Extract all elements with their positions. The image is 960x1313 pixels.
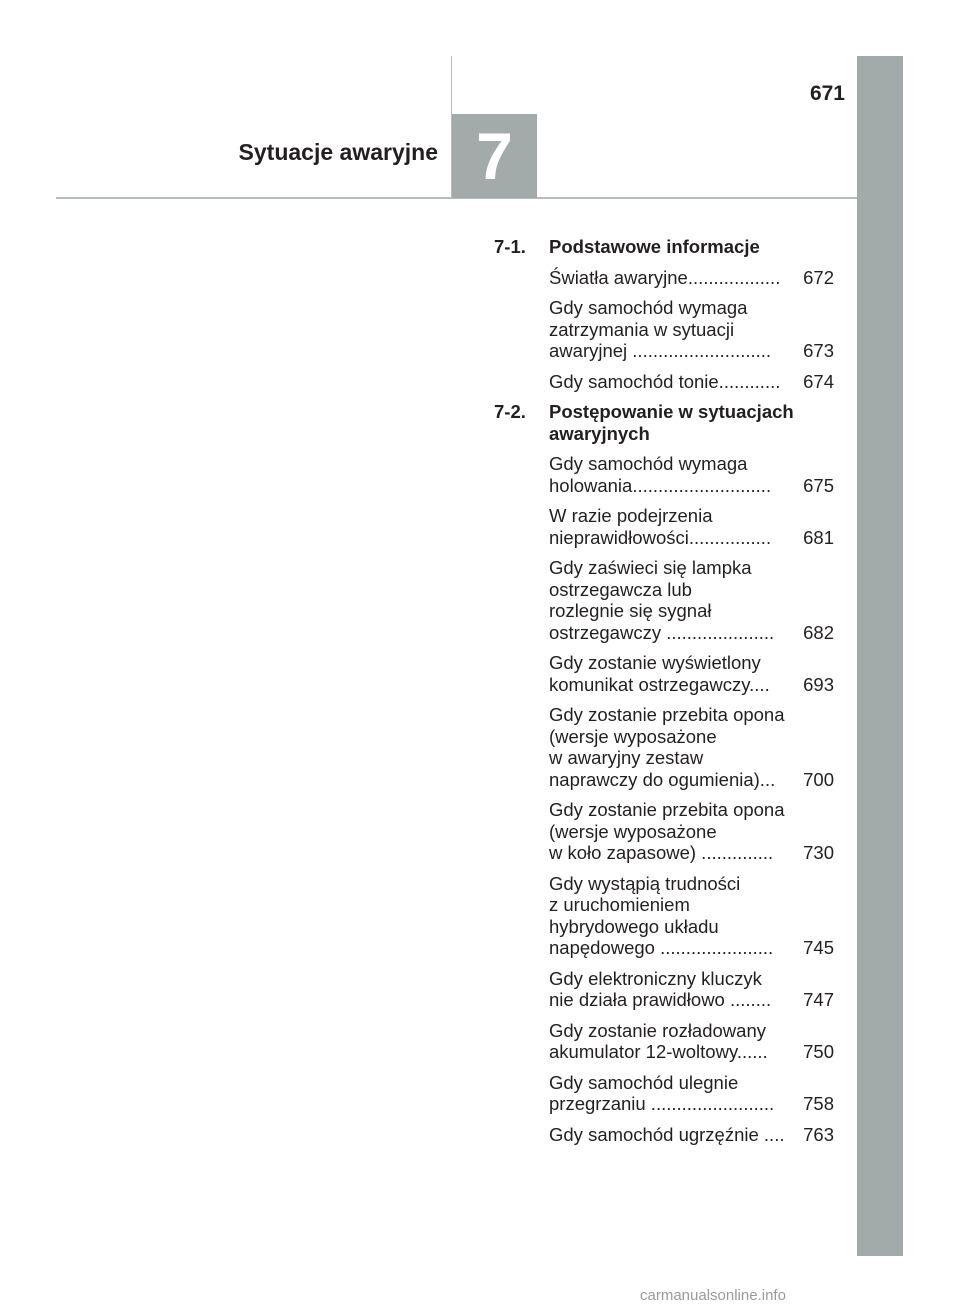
toc-section — [494, 236, 834, 392]
watermark: carmanualsonline.info — [640, 1287, 786, 1304]
toc-entry-line-text: awaryjnej ........................... — [549, 340, 772, 361]
toc-entry-line — [549, 370, 834, 393]
toc-entry-page-number: 758 — [803, 1093, 834, 1114]
toc-entry-page-number: 674 — [803, 370, 834, 392]
toc-entry-line — [549, 842, 834, 864]
toc-entry-line: Gdy zostanie przebita opona — [549, 799, 785, 820]
toc-entry-line-text: ostrzegawczy ..................... — [549, 621, 775, 643]
toc-entry-page-number: 673 — [803, 340, 834, 361]
toc-entry-page-number: 745 — [803, 937, 834, 958]
toc-entry-line: W razie podejrzenia — [549, 505, 713, 526]
toc-entry[interactable] — [549, 1072, 834, 1115]
toc-entry-line — [549, 989, 834, 1011]
toc-entry-line-text: przegrzaniu ........................ — [549, 1093, 775, 1114]
toc-entry-line: Gdy zostanie przebita opona — [549, 704, 785, 725]
toc-entry[interactable] — [549, 557, 834, 643]
toc-entry-line-text: komunikat ostrzegawczy.... — [549, 673, 770, 695]
toc-entry-line: Gdy zostanie wyświetlony — [549, 652, 761, 673]
chapter-side-tab — [857, 56, 903, 1256]
toc-entry-line-text: akumulator 12-woltowy...... — [549, 1041, 768, 1062]
toc-entry-line: Gdy samochód wymaga — [549, 453, 748, 474]
toc-entry-line — [549, 526, 834, 549]
toc-section-title: Postępowanie w sytuacjach awaryjnych — [549, 401, 794, 444]
toc-entry[interactable] — [549, 505, 834, 548]
toc-entry[interactable] — [549, 453, 834, 496]
toc-entry[interactable] — [549, 968, 834, 1011]
toc-entry-line-text: Światła awaryjne.................. — [549, 266, 781, 288]
toc-entry-line — [549, 266, 834, 289]
toc-entry-page-number: 747 — [803, 989, 834, 1010]
page-number: 671 — [809, 82, 845, 105]
toc-entry-line — [549, 1093, 834, 1115]
toc-entry[interactable] — [549, 297, 834, 362]
toc-entry[interactable] — [549, 704, 834, 790]
toc-entry-line: Gdy elektroniczny kluczyk — [549, 967, 762, 989]
toc-section-heading — [494, 401, 834, 444]
toc-section-heading — [494, 236, 834, 258]
toc-entry[interactable] — [549, 652, 834, 695]
toc-entry[interactable] — [549, 1124, 834, 1146]
toc-entry-line: Gdy zostanie rozładowany — [549, 1019, 766, 1041]
toc-entry-page-number: 750 — [803, 1041, 834, 1062]
toc-entry-line: zatrzymania w sytuacji — [549, 318, 735, 340]
toc-entry[interactable] — [549, 267, 834, 289]
toc-section-title: Podstawowe informacje — [549, 236, 760, 257]
table-of-contents — [494, 236, 834, 1154]
toc-entry-line: hybrydowego układu — [549, 915, 719, 937]
toc-entry-line — [549, 340, 834, 362]
toc-entry-page-number: 763 — [803, 1123, 834, 1145]
toc-entry[interactable] — [549, 873, 834, 959]
toc-section — [494, 401, 834, 1145]
toc-entry-line: Gdy samochód wymaga — [549, 297, 748, 318]
toc-entry-line: w awaryjny zestaw — [549, 747, 704, 768]
toc-entry-line: Gdy samochód ulegnie — [549, 1071, 739, 1093]
toc-entry-line-text: napędowego ...................... — [549, 937, 774, 958]
toc-entry-page-number: 682 — [803, 621, 834, 643]
chapter-title: Sytuacje awaryjne — [238, 139, 438, 165]
chapter-number-badge: 7 — [452, 114, 537, 198]
toc-entry-line: rozlegnie się sygnał — [549, 600, 712, 621]
toc-entry-line — [549, 768, 834, 791]
toc-entry-line-text: nie działa prawidłowo ........ — [549, 989, 772, 1010]
toc-entry-page-number: 730 — [803, 842, 834, 863]
toc-entry-line — [549, 621, 834, 644]
toc-entry-line — [549, 937, 834, 959]
toc-section-number: 7-2. — [494, 401, 526, 422]
toc-entry[interactable] — [549, 1020, 834, 1063]
toc-entry-line-text: holowania........................... — [549, 474, 772, 496]
toc-entry-line — [549, 1041, 834, 1063]
toc-entry-line: Gdy zaświeci się lampka — [549, 557, 752, 578]
toc-entry-line — [549, 474, 834, 497]
toc-entry-line — [549, 1123, 834, 1146]
toc-section-number: 7-1. — [494, 236, 526, 257]
toc-entry-page-number: 681 — [803, 526, 834, 548]
toc-entry-line — [549, 673, 834, 696]
toc-entry-line-text: Gdy samochód tonie............ — [549, 370, 781, 392]
toc-entry-page-number: 693 — [803, 673, 834, 695]
toc-entry-line: (wersje wyposażone — [549, 725, 717, 747]
toc-entry-line: ostrzegawcza lub — [549, 578, 692, 600]
toc-entry-line-text: Gdy samochód ugrzęźnie .... — [549, 1123, 785, 1145]
toc-entry-line: Gdy wystąpią trudności — [549, 872, 741, 894]
toc-entry-page-number: 675 — [803, 474, 834, 496]
toc-entry-line-text: nieprawidłowości................ — [549, 526, 772, 548]
toc-entry-line-text: naprawczy do ogumienia)... — [549, 768, 776, 790]
toc-entry-line-text: w koło zapasowe) .............. — [549, 842, 774, 863]
toc-entry[interactable] — [549, 371, 834, 393]
toc-entry[interactable] — [549, 799, 834, 864]
toc-entry-page-number: 672 — [803, 266, 834, 288]
toc-entry-page-number: 700 — [803, 768, 834, 790]
toc-entry-line: z uruchomieniem — [549, 894, 690, 915]
toc-entry-line: (wersje wyposażone — [549, 820, 717, 842]
